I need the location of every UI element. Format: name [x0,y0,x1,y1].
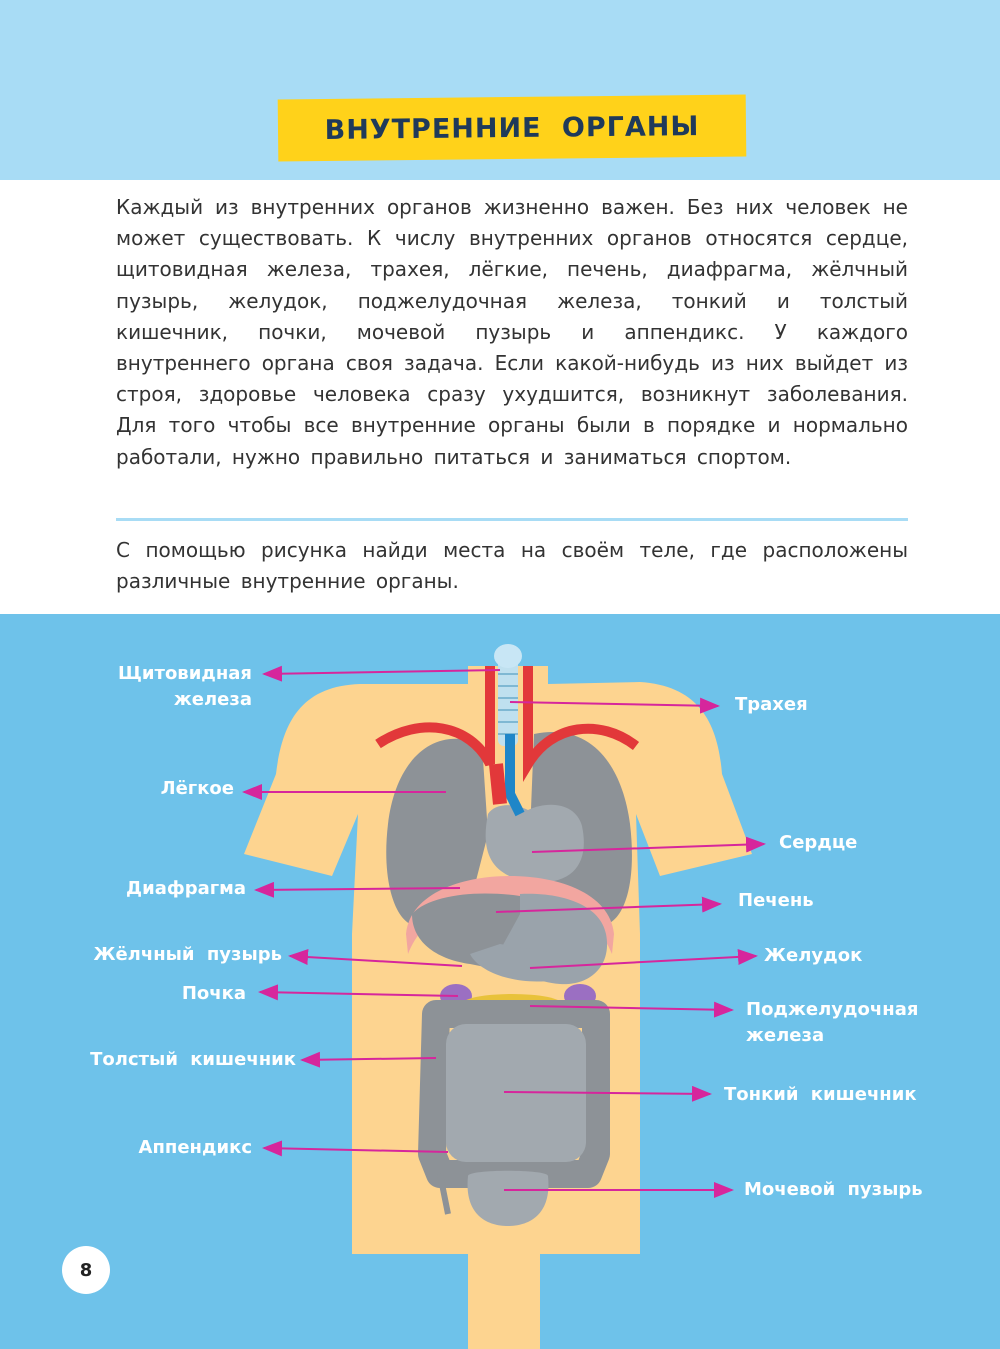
intro-paragraph: Каждый из внутренних органов жизненно важен. Без них человек не может существовать. К числу внутренних органов относятся сердце, щитовидная железа, трахея, лёгкие, печень, диафрагма, жёлчный пузырь, желудок, поджелудочная железа, тонкий и толстый кишечник, почки, мочевой пузырь и аппендикс. У каждого внутреннего органа своя задача. Если какой-нибудь из них выйдет из строя, здоровье человека сразу ухудшится, возникнут заболевания. Для того чтобы все внутренние органы были в порядке и нормально работали, нужно правильно питаться и заниматься спортом. [116,195,908,469]
central-artery [496,764,500,804]
label-large-intestine: Толстый кишечник [90,1049,296,1070]
label-gallbladder: Жёлчный пузырь [93,944,282,965]
label-trachea: Трахея [735,694,808,715]
label-bladder: Мочевой пузырь [744,1179,923,1200]
pointer-thyroid [264,670,500,674]
label-pancreas [746,997,918,1049]
divider [116,518,908,521]
page-title: ВНУТРЕННИЕ ОРГАНЫ [324,110,700,146]
label-kidney: Почка [181,983,246,1004]
label-lung: Лёгкое [160,778,234,799]
task-text: С помощью рисунка найди места на своём теле, где расположены различные внутренние органы. [116,538,908,594]
label-thyroid [100,661,252,713]
title-banner [278,95,747,162]
label-diaphragm: Диафрагма [126,878,246,899]
label-pancreas-line2: железа [746,1025,825,1046]
trachea [498,656,518,746]
thyroid-gland [494,644,522,668]
page-number: 8 [62,1246,110,1294]
label-stomach: Желудок [764,945,863,966]
label-pancreas-line1: Поджелудочная [746,999,919,1020]
label-liver: Печень [738,890,814,911]
label-thyroid-line1: Щитовидная [118,663,252,684]
label-thyroid-line2: железа [173,689,252,710]
label-small-intestine: Тонкий кишечник [724,1084,917,1105]
label-appendix: Аппендикс [138,1137,252,1158]
label-heart: Сердце [779,832,858,853]
